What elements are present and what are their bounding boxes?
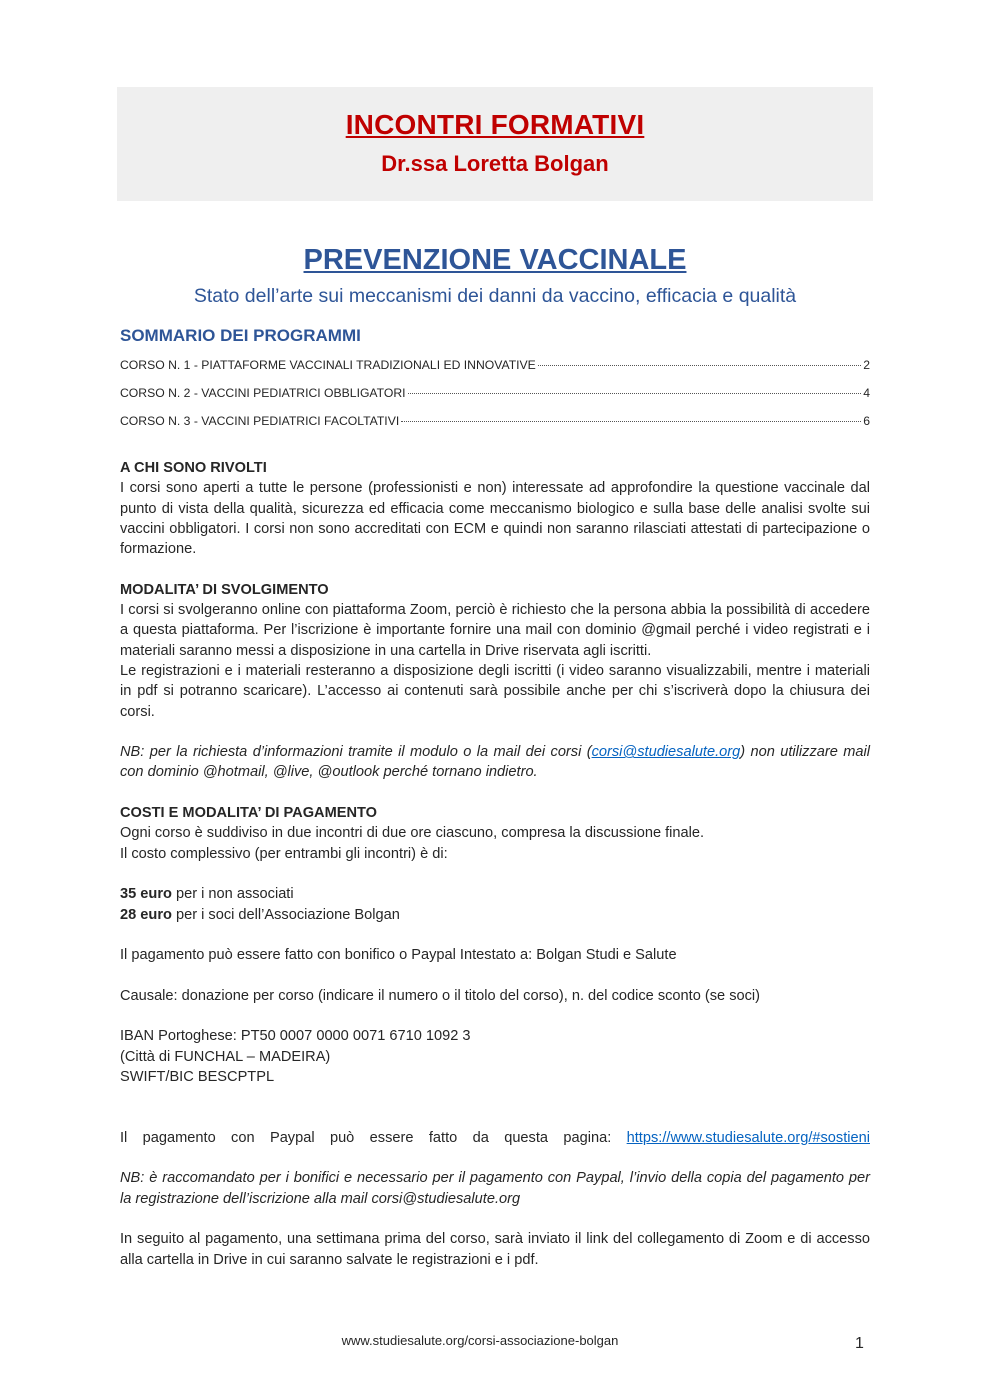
costi-line-1: Ogni corso è suddiviso in due incontri di due ore ciascuno, compresa la discussione finale. — [120, 825, 705, 842]
price-amount: 35 euro — [120, 886, 172, 903]
toc-item-page: 4 — [863, 386, 870, 400]
toc-leader-dots — [538, 365, 861, 366]
header-subtitle: Dr.ssa Loretta Bolgan — [381, 151, 609, 176]
pagamento-info: Il pagamento può essere fatto con bonifico o Paypal Intestato a: Bolgan Studi e Salute — [120, 947, 677, 964]
price-text: per i non associati — [171, 886, 294, 903]
price-amount: 28 euro — [120, 906, 172, 923]
toc-item-page: 6 — [863, 414, 870, 428]
email-link[interactable]: corsi@studiesalute.org — [591, 744, 741, 761]
section-text-modalita-1: I corsi si svolgeranno online con piattaforma Zoom, perciò è richiesto che la persona abbia la possibilità di accedere a questa piattaforma. Per l’iscrizione è importante fornire una mail con dominio @gmail perché i video registrati e i materiali saranno messi a disposizione in una cartella in Drive riservata agli iscritti. — [120, 602, 870, 659]
section-text-modalita-2: Le registrazioni e i materiali resteranno a disposizione degli iscritti (i video saranno visualizzabili, mentre i materiali in pdf si potranno scaricare). L’accesso ai contenuti sarà possibile anche per chi s’iscriverà dopo la chiusura dei corsi. — [120, 662, 870, 720]
causale-info: Causale: donazione per corso (indicare il numero o il titolo del corso), n. del codice sconto (se soci) — [120, 987, 761, 1004]
section-heading-rivolti: A CHI SONO RIVOLTI — [120, 460, 267, 476]
toc-leader-dots — [408, 393, 862, 394]
page-number: 1 — [855, 1335, 864, 1352]
citta-info: (Città di FUNCHAL – MADEIRA) — [120, 1048, 331, 1065]
iban-info: IBAN Portoghese: PT50 0007 0000 0071 6710 1092 3 — [120, 1028, 471, 1045]
section-text-rivolti: I corsi sono aperti a tutte le persone (professionisti e non) interessate ad approfondire la questione vaccinale dal punto di vista della qualità, sicurezza ed efficacia come meccanismo biologico e sulla base delle analisi svolte sui vaccini obbligatori. I corsi non sono accreditati con ECM e quindi non saranno rilasciati attestati di partecipazione o formazione. — [120, 480, 870, 558]
price-text: per i soci dell’Associazione Bolgan — [171, 906, 400, 923]
header-title: INCONTRI FORMATIVI — [345, 109, 645, 140]
nb-email-note — [120, 742, 870, 783]
nb-text-after: ) non utilizzare mail con dominio @hotmail, @live, @outlook perché tornano indietro. — [120, 744, 870, 781]
toc-item-corso-3[interactable] — [120, 414, 870, 432]
nb-payment-note: NB: è raccomandato per i bonifici e necessario per il pagamento con Paypal, l’invio della copia del pagamento per la registrazione dell’iscrizione alla mail corsi@studiesalute.org — [120, 1170, 870, 1207]
section-heading-costi: COSTI E MODALITA’ DI PAGAMENTO — [120, 805, 378, 822]
page-title: PREVENZIONE VACCINALE — [303, 244, 687, 276]
toc-item-page: 2 — [863, 358, 870, 372]
header-box — [117, 87, 873, 201]
toc-heading: SOMMARIO DEI PROGRAMMI — [120, 326, 361, 345]
paypal-info — [120, 1128, 870, 1148]
toc-item-label: CORSO N. 2 - VACCINI PEDIATRICI OBBLIGATORI — [120, 386, 406, 400]
price-non-associati — [120, 884, 870, 904]
toc-item-label: CORSO N. 3 - VACCINI PEDIATRICI FACOLTATIVI — [120, 414, 400, 428]
swift-info: SWIFT/BIC BESCPTPL — [120, 1068, 275, 1085]
price-soci — [120, 905, 870, 925]
seguito-info: In seguito al pagamento, una settimana prima del corso, sarà inviato il link del collegamento di Zoom e di accesso alla cartella in Drive in cui saranno salvate le registrazioni e i pdf. — [120, 1231, 870, 1268]
page-subtitle: Stato dell’arte sui meccanismi dei danni da vaccino, efficacia e qualità — [193, 285, 797, 307]
costi-line-2: Il costo complessivo (per entrambi gli incontri) è di: — [120, 845, 448, 862]
toc-leader-dots — [401, 421, 861, 422]
toc-item-label: CORSO N. 1 - PIATTAFORME VACCINALI TRADIZIONALI ED INNOVATIVE — [120, 358, 536, 372]
footer-url: www.studiesalute.org/corsi-associazione-bolgan — [341, 1333, 619, 1348]
paypal-text: Il pagamento con Paypal può essere fatto da questa pagina: — [120, 1129, 627, 1146]
section-heading-modalita: MODALITA’ DI SVOLGIMENTO — [120, 581, 329, 598]
toc-item-corso-1[interactable] — [120, 358, 870, 376]
paypal-link[interactable]: https://www.studiesalute.org/#sostieni — [626, 1129, 870, 1146]
toc-item-corso-2[interactable] — [120, 386, 870, 404]
nb-text-before: NB: per la richiesta d’informazioni tramite il modulo o la mail dei corsi ( — [120, 744, 592, 761]
document-body — [120, 458, 870, 1270]
